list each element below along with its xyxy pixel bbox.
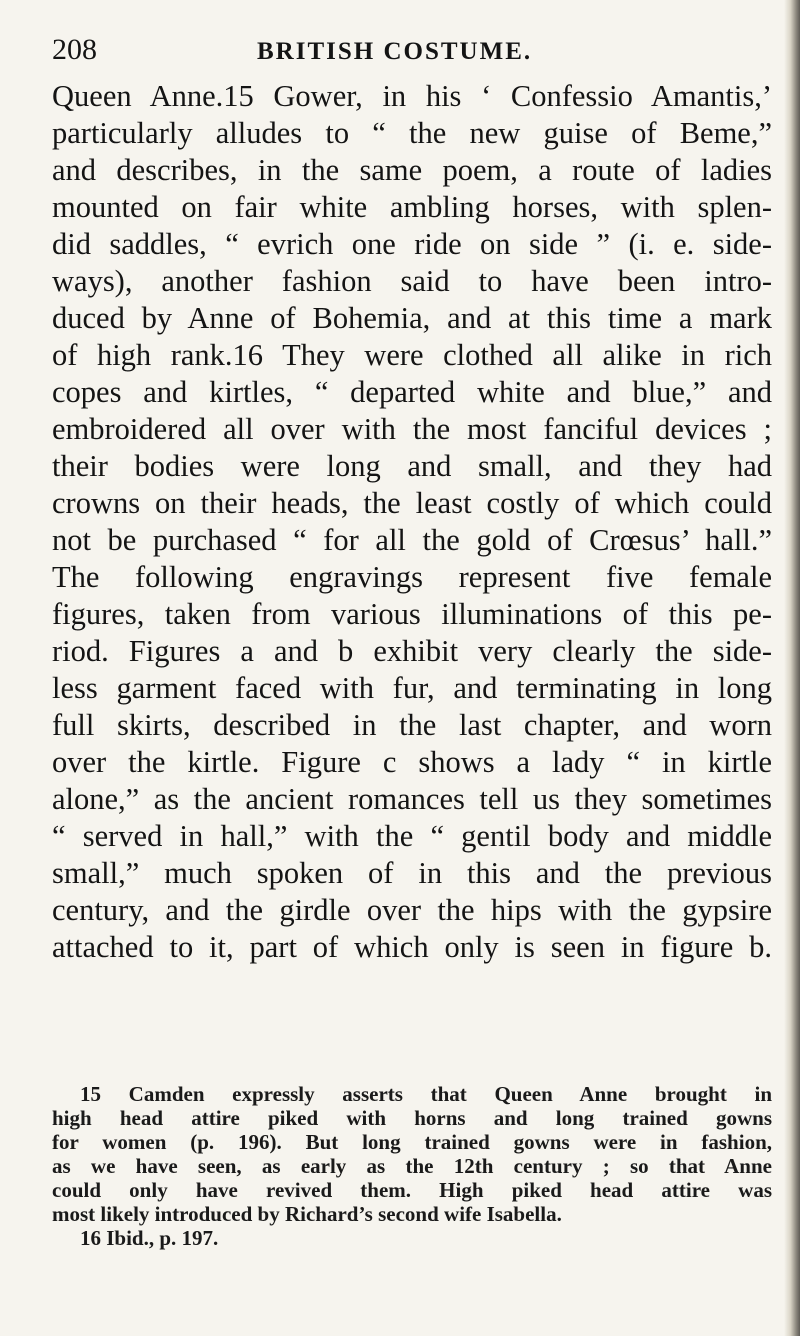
- text-line: “ served in hall,” with the “ gentil body and middle: [52, 819, 772, 853]
- text-line: their bodies were long and small, and they had: [52, 449, 772, 483]
- footnote-line: as we have seen, as early as the 12th century ; so that Anne: [52, 1154, 772, 1178]
- footnote-line: could only have revived them. High piked head attire was: [52, 1178, 772, 1202]
- footnote-line: most likely introduced by Richard’s second wife Isabella.: [52, 1202, 562, 1226]
- text-line: did saddles, “ evrich one ride on side ” (i. e. side-: [52, 227, 772, 261]
- footnote-line: high head attire piked with horns and long trained gowns: [52, 1106, 772, 1130]
- running-title: BRITISH COSTUME.: [257, 38, 533, 65]
- text-line: ways), another fashion said to have been intro-: [52, 264, 772, 298]
- page-number: 208: [52, 33, 97, 66]
- text-line: and describes, in the same poem, a route of ladies: [52, 153, 772, 187]
- body-text: [52, 78, 772, 966]
- text-line: not be purchased “ for all the gold of Crœsus’ hall.”: [52, 523, 772, 557]
- text-line: century, and the girdle over the hips with the gypsire: [52, 893, 772, 927]
- text-line: The following engravings represent five female: [52, 560, 772, 594]
- text-line: attached to it, part of which only is seen in figure b.: [52, 930, 772, 964]
- footnote-line: for women (p. 196). But long trained gowns were in fashion,: [52, 1130, 772, 1154]
- text-line: alone,” as the ancient romances tell us they sometimes: [52, 782, 772, 816]
- footnotes: [52, 1082, 772, 1250]
- text-line: embroidered all over with the most fanciful devices ;: [52, 412, 772, 446]
- text-line: small,” much spoken of in this and the previous: [52, 856, 772, 890]
- text-line: mounted on fair white ambling horses, with splen-: [52, 190, 772, 224]
- text-line: particularly alludes to “ the new guise of Beme,”: [52, 116, 772, 150]
- text-line: full skirts, described in the last chapter, and worn: [52, 708, 772, 742]
- footnote-line: 16 Ibid., p. 197.: [80, 1226, 219, 1250]
- text-line: riod. Figures a and b exhibit very clearly the side-: [52, 634, 772, 668]
- text-line: figures, taken from various illuminations of this pe-: [52, 597, 772, 631]
- text-line: Queen Anne.15 Gower, in his ‘ Confessio Amantis,’: [52, 79, 772, 113]
- text-line: duced by Anne of Bohemia, and at this time a mark: [52, 301, 772, 335]
- text-line: copes and kirtles, “ departed white and blue,” and: [52, 375, 772, 409]
- text-line: over the kirtle. Figure c shows a lady “ in kirtle: [52, 745, 772, 779]
- page-binding-edge: [784, 0, 800, 1336]
- running-head: [52, 30, 762, 74]
- text-line: of high rank.16 They were clothed all alike in rich: [52, 338, 772, 372]
- text-line: crowns on their heads, the least costly of which could: [52, 486, 772, 520]
- text-line: less garment faced with fur, and terminating in long: [52, 671, 772, 705]
- footnote-line: 15 Camden expressly asserts that Queen Anne brought in: [80, 1082, 772, 1106]
